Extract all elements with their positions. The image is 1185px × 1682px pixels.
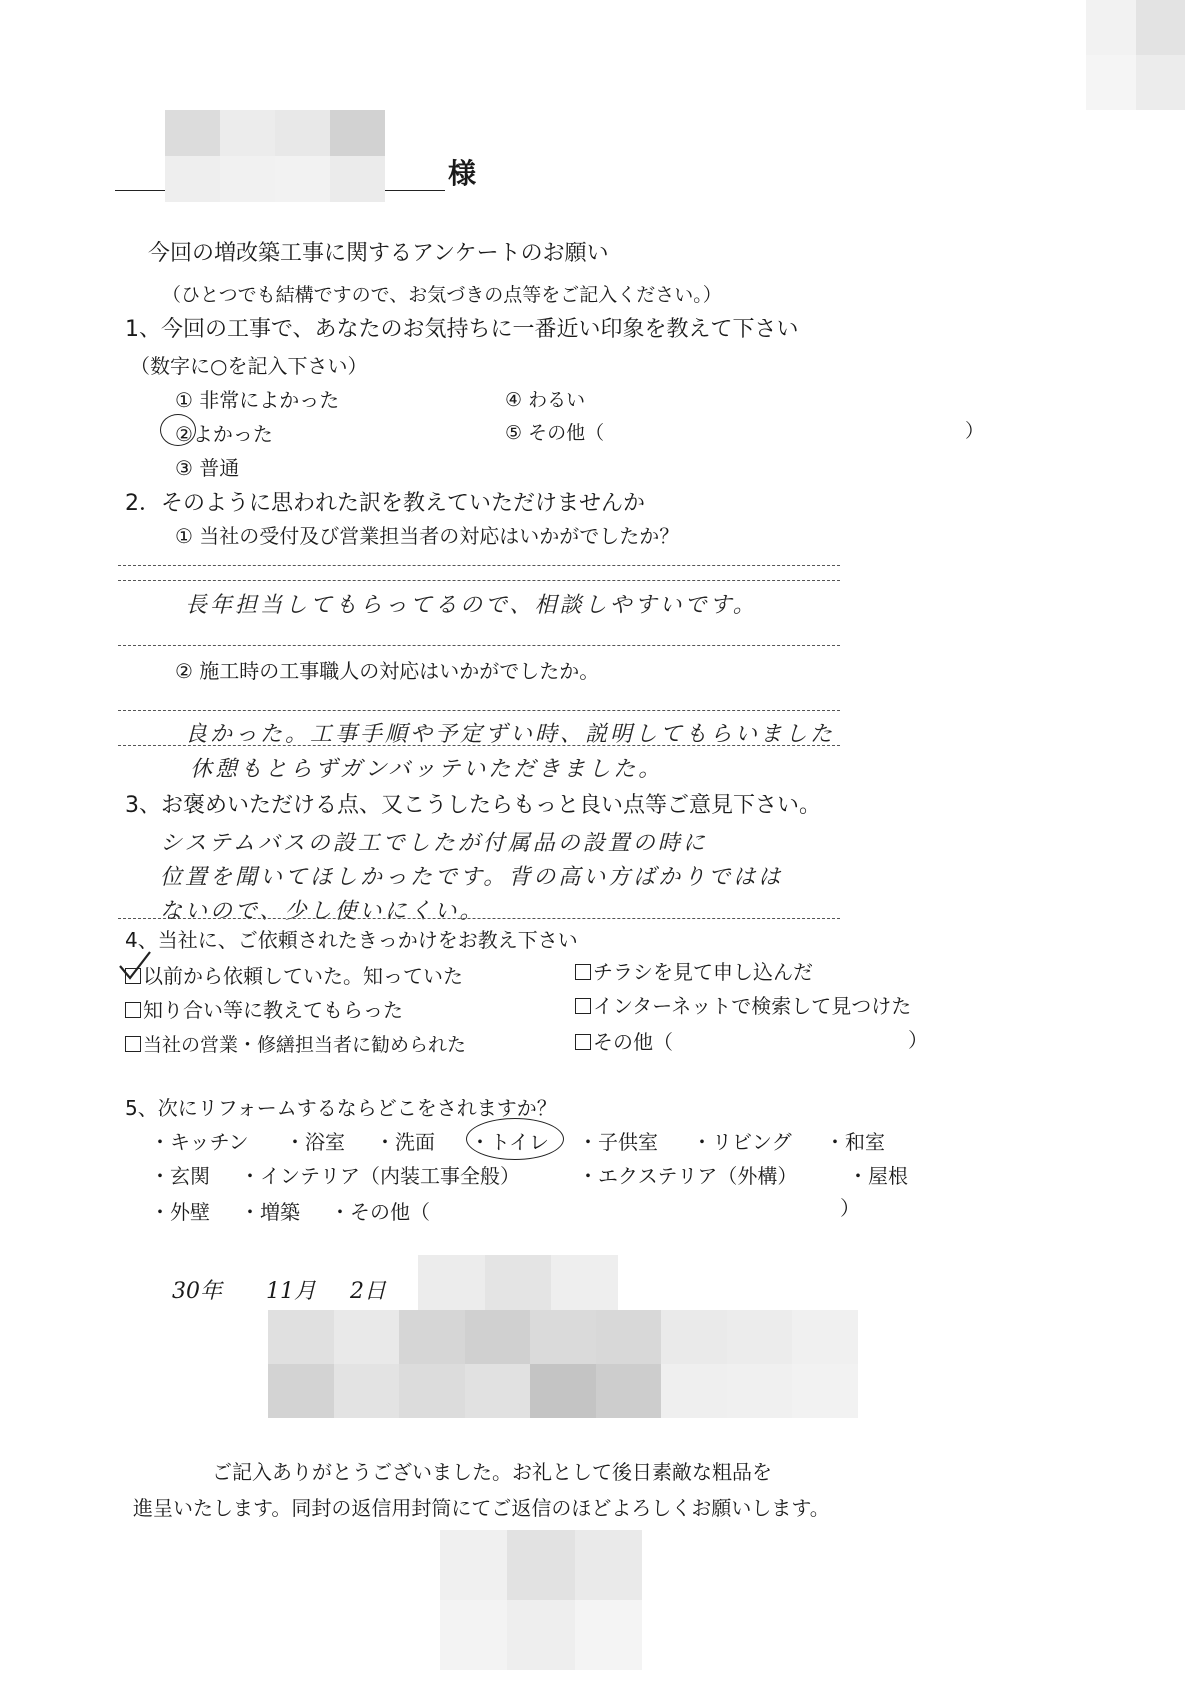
q5-row1-item: ・キッチン bbox=[150, 1130, 249, 1154]
redaction-signature-large bbox=[268, 1310, 858, 1418]
q4-option-2 bbox=[575, 956, 813, 985]
q5-row1-item: ・リビング bbox=[692, 1130, 792, 1154]
q2-answer2-line1: 良かった。工事手順や予定ずい時、説明してもらいました bbox=[185, 722, 836, 747]
date-year: 30年 bbox=[172, 1279, 222, 1304]
q4-option-label: 当社の営業・修繕担当者に勧められた bbox=[143, 1034, 467, 1056]
q4-option-label: 知り合い等に教えてもらった bbox=[143, 998, 403, 1022]
q4-option-label: チラシを見て申し込んだ bbox=[593, 960, 813, 984]
q4-option-label: 以前から依頼していた。知っていた bbox=[143, 964, 463, 988]
q5-row2-item: ・玄関 bbox=[150, 1164, 210, 1188]
answer-line bbox=[118, 565, 840, 566]
q4-option-label: インターネットで検索して見つけた bbox=[593, 994, 912, 1018]
q1-option-3: ③ 普通 bbox=[175, 456, 240, 480]
q2-sub2: ② 施工時の工事職人の対応はいかがでしたか。 bbox=[175, 659, 600, 683]
q5-row2-item: ・エクステリア（外構） bbox=[578, 1164, 798, 1188]
q4-option-4 bbox=[575, 990, 911, 1019]
q5-row1-item: ・和室 bbox=[825, 1130, 885, 1154]
redaction-signature-small bbox=[418, 1255, 618, 1310]
q4-option-6 bbox=[575, 1026, 673, 1055]
q5-row3-item: ・その他（ bbox=[330, 1200, 430, 1224]
q4-other-close: ） bbox=[908, 1028, 928, 1052]
q5-row3-item: ・増築 bbox=[240, 1200, 300, 1224]
redaction-stamp bbox=[440, 1530, 642, 1670]
answer-line bbox=[118, 710, 840, 711]
q5-row2-item: ・屋根 bbox=[848, 1164, 908, 1188]
q5-row1-item: ・トイレ bbox=[470, 1130, 549, 1154]
q4-option-label: その他（ bbox=[593, 1030, 673, 1054]
q5-row2-item: ・インテリア（内装工事全般） bbox=[240, 1164, 520, 1188]
checkbox-icon bbox=[125, 1036, 141, 1052]
redaction-corner bbox=[1086, 0, 1185, 110]
checkbox-icon bbox=[575, 964, 591, 980]
answer-line bbox=[118, 918, 840, 919]
q3-question: 3、お褒めいただける点、又こうしたらもっと良い点等ご意見下さい。 bbox=[125, 793, 821, 818]
recipient-name-redacted bbox=[165, 110, 385, 202]
q2-question: 2．そのように思われた訳を教えていただけませんか bbox=[125, 491, 645, 516]
answer-line bbox=[118, 580, 840, 581]
q1-selected-circle bbox=[160, 414, 196, 446]
q5-row3-item: ・外壁 bbox=[150, 1200, 210, 1224]
date-month: 11月 bbox=[266, 1279, 316, 1304]
checkbox-icon bbox=[575, 998, 591, 1014]
q5-row1-item: ・子供室 bbox=[578, 1130, 658, 1154]
answer-line bbox=[118, 645, 840, 646]
footer-line2: 進呈いたします。同封の返信用封筒にてご返信のほどよろしくお願いします。 bbox=[133, 1496, 830, 1520]
q4-question: 4、当社に、ご依頼されたきっかけをお教え下さい bbox=[125, 928, 578, 952]
q5-row1-item: ・浴室 bbox=[285, 1130, 345, 1154]
q1-question: 1、今回の工事で、あなたのお気持ちに一番近い印象を教えて下さい bbox=[125, 317, 799, 342]
q1-option-4: ④ わるい bbox=[505, 389, 586, 411]
date bbox=[172, 1274, 386, 1305]
q2-answer1: 長年担当してもらってるので、相談しやすいです。 bbox=[185, 593, 758, 618]
q1-other-close: ） bbox=[965, 420, 985, 442]
answer-line bbox=[118, 745, 840, 746]
q2-sub1: ① 当社の受付及び営業担当者の対応はいかがでしたか？ bbox=[175, 524, 680, 548]
q5-row1-item: ・洗面 bbox=[375, 1130, 435, 1154]
q4-option-5 bbox=[125, 1030, 466, 1057]
q2-answer2-line2: 休憩もとらずガンバッテいただきました。 bbox=[190, 757, 664, 782]
q1-option-2: ②よかった bbox=[175, 422, 273, 446]
q3-answer-line3: ないので、少し使いにくい。 bbox=[160, 899, 485, 924]
checkbox-icon bbox=[125, 1002, 141, 1018]
honorific: 様 bbox=[448, 157, 477, 190]
check-mark-icon bbox=[116, 948, 156, 982]
q1-option-5: ⑤ その他（ bbox=[505, 422, 605, 444]
date-day: 2日 bbox=[350, 1279, 386, 1304]
q5-other-close: ） bbox=[840, 1196, 860, 1220]
checkbox-icon bbox=[575, 1034, 591, 1050]
q1-note: （数字に○を記入下さい） bbox=[130, 354, 368, 378]
q3-answer-line1: システムバスの設工でしたが付属品の設置の時に bbox=[160, 831, 708, 856]
q4-option-1 bbox=[125, 960, 463, 989]
q3-answer-line2: 位置を聞いてほしかったです。背の高い方ばかりではは bbox=[160, 865, 784, 890]
q5-question: 5、次にリフォームするならどこをされますか？ bbox=[125, 1096, 557, 1120]
footer-line1: ご記入ありがとうございました。お礼として後日素敵な粗品を bbox=[212, 1460, 772, 1484]
q1-option-1: ① 非常によかった bbox=[175, 388, 340, 412]
subtitle: （ひとつでも結構ですので、お気づきの点等をご記入ください。） bbox=[162, 284, 722, 306]
q5-selected-circle bbox=[466, 1118, 564, 1160]
page-title: 今回の増改築工事に関するアンケートのお願い bbox=[148, 241, 609, 266]
q4-option-3 bbox=[125, 994, 403, 1023]
